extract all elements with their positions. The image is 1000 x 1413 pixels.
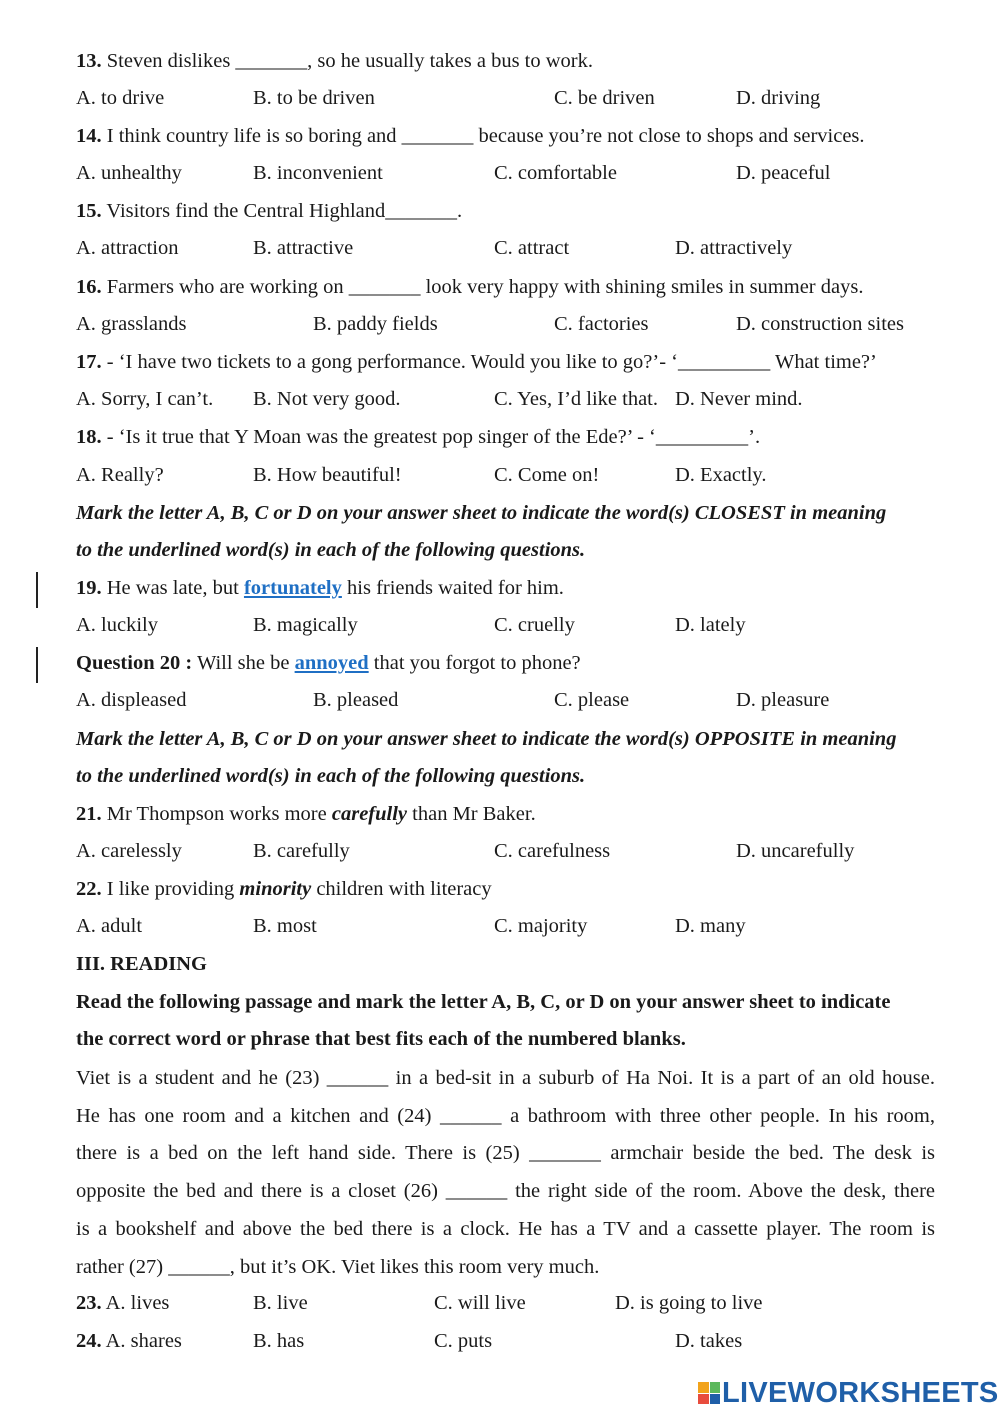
option-c[interactable]: C. please bbox=[554, 689, 630, 711]
option-c[interactable]: C. will live bbox=[434, 1292, 526, 1314]
option-d[interactable]: D. pleasure bbox=[736, 689, 830, 711]
question-text-pre: Mr Thompson works more bbox=[101, 803, 332, 825]
instruction-opposite-line-2: to the underlined word(s) in each of the following questions. bbox=[76, 765, 586, 787]
question-text: I think country life is so boring and _______ because you’re not close to shops and services. bbox=[101, 125, 865, 147]
option-a[interactable]: A. lives bbox=[101, 1292, 170, 1314]
option-d[interactable]: D. Exactly. bbox=[675, 464, 767, 486]
question-text-post: than Mr Baker. bbox=[407, 803, 536, 825]
option-c[interactable]: C. comfortable bbox=[494, 162, 617, 184]
option-b[interactable]: B. inconvenient bbox=[253, 162, 383, 184]
question-15 bbox=[76, 201, 462, 222]
option-a[interactable]: A. unhealthy bbox=[76, 162, 182, 184]
question-text: Farmers who are working on _______ look very happy with shining smiles in summer days. bbox=[101, 276, 864, 298]
underlined-word-link[interactable]: annoyed bbox=[294, 652, 369, 674]
option-c[interactable]: C. carefulness bbox=[494, 840, 611, 862]
question-text-pre: I like providing bbox=[101, 878, 240, 900]
question-20 bbox=[76, 653, 581, 674]
question-18 bbox=[76, 427, 760, 448]
option-a[interactable]: A. grasslands bbox=[76, 313, 187, 335]
question-text: Visitors find the Central Highland_______. bbox=[101, 200, 463, 222]
question-text: Steven dislikes _______, so he usually takes a bus to work. bbox=[101, 50, 594, 72]
option-d[interactable]: D. many bbox=[675, 915, 746, 937]
option-b[interactable]: B. pleased bbox=[313, 689, 399, 711]
question-text-post: children with literacy bbox=[311, 878, 492, 900]
option-b[interactable]: B. magically bbox=[253, 614, 358, 636]
question-number: 19. bbox=[76, 577, 102, 599]
question-13 bbox=[76, 51, 593, 72]
option-d[interactable]: D. peaceful bbox=[736, 162, 831, 184]
emphasized-word: minority bbox=[239, 878, 312, 900]
reading-instruction-line-2: the correct word or phrase that best fits each of the numbered blanks. bbox=[76, 1028, 686, 1050]
option-b[interactable]: B. Not very good. bbox=[253, 388, 401, 410]
option-c[interactable]: C. cruelly bbox=[494, 614, 575, 636]
option-c[interactable]: C. factories bbox=[554, 313, 649, 335]
passage-line: opposite the bed and there is a closet (26) ______ the right side of the room. Above the desk, there bbox=[76, 1180, 935, 1202]
passage-line: Viet is a student and he (23) ______ in a bed-sit in a suburb of Ha Noi. It is a part of an old house. bbox=[76, 1067, 935, 1089]
option-a[interactable]: A. adult bbox=[76, 915, 143, 937]
passage-line: there is a bed on the left hand side. There is (25) _______ armchair beside the bed. The desk is bbox=[76, 1142, 935, 1164]
option-a[interactable]: A. displeased bbox=[76, 689, 187, 711]
option-c[interactable]: C. attract bbox=[494, 237, 570, 259]
question-17 bbox=[76, 352, 877, 373]
underlined-word-link[interactable]: fortunately bbox=[243, 577, 342, 599]
question-text: - ‘Is it true that Y Moan was the greatest pop singer of the Ede?’ - ‘_________’. bbox=[101, 426, 761, 448]
instruction-closest-line-2: to the underlined word(s) in each of the following questions. bbox=[76, 539, 586, 561]
question-text-post: his friends waited for him. bbox=[341, 577, 564, 599]
option-b[interactable]: B. carefully bbox=[253, 840, 350, 862]
text-cursor-marker bbox=[36, 647, 38, 683]
option-c[interactable]: C. Come on! bbox=[494, 464, 600, 486]
passage-line: rather (27) ______, but it’s OK. Viet likes this room very much. bbox=[76, 1256, 600, 1278]
question-number: 18. bbox=[76, 426, 102, 448]
question-19 bbox=[76, 578, 564, 599]
option-c[interactable]: C. majority bbox=[494, 915, 588, 937]
question-number: 17. bbox=[76, 351, 102, 373]
question-number: 24. bbox=[76, 1330, 102, 1352]
question-22 bbox=[76, 879, 492, 900]
option-d[interactable]: D. lately bbox=[675, 614, 746, 636]
question-text-pre: Will she be bbox=[192, 652, 295, 674]
question-number: 23. bbox=[76, 1292, 102, 1314]
instruction-closest-line-1: Mark the letter A, B, C or D on your answer sheet to indicate the word(s) CLOSEST in meaning bbox=[76, 502, 887, 524]
option-a[interactable]: A. Sorry, I can’t. bbox=[76, 388, 214, 410]
liveworksheets-logo-text: LIVEWORKSHEETS bbox=[722, 1376, 999, 1409]
option-b[interactable]: B. to be driven bbox=[253, 87, 375, 109]
question-text-pre: He was late, but bbox=[101, 577, 244, 599]
option-b[interactable]: B. paddy fields bbox=[313, 313, 438, 335]
option-d[interactable]: D. construction sites bbox=[736, 313, 904, 335]
option-a[interactable]: A. shares bbox=[101, 1330, 182, 1352]
section-heading-reading: III. READING bbox=[76, 953, 207, 975]
option-c[interactable]: C. be driven bbox=[554, 87, 655, 109]
question-number: 14. bbox=[76, 125, 102, 147]
option-b[interactable]: B. attractive bbox=[253, 237, 354, 259]
option-b[interactable]: B. has bbox=[253, 1330, 305, 1352]
question-number: Question 20 : bbox=[76, 652, 193, 674]
option-d[interactable]: D. takes bbox=[675, 1330, 743, 1352]
option-a[interactable]: A. Really? bbox=[76, 464, 164, 486]
option-d[interactable]: D. is going to live bbox=[615, 1292, 763, 1314]
passage-line: is a bookshelf and above the bed there is a clock. He has a TV and a cassette player. The room is bbox=[76, 1218, 935, 1240]
liveworksheets-logo-icon bbox=[698, 1382, 720, 1404]
passage-line: He has one room and a kitchen and (24) ______ a bathroom with three other people. In his room, bbox=[76, 1105, 935, 1127]
question-number: 16. bbox=[76, 276, 102, 298]
option-a[interactable]: A. luckily bbox=[76, 614, 158, 636]
option-d[interactable]: D. Never mind. bbox=[675, 388, 803, 410]
emphasized-word: carefully bbox=[331, 803, 408, 825]
option-c[interactable]: C. Yes, I’d like that. bbox=[494, 388, 658, 410]
question-number: 13. bbox=[76, 50, 102, 72]
option-a[interactable]: A. to drive bbox=[76, 87, 165, 109]
option-b[interactable]: B. live bbox=[253, 1292, 308, 1314]
question-number: 22. bbox=[76, 878, 102, 900]
question-text: - ‘I have two tickets to a gong performance. Would you like to go?’- ‘_________ What time?’ bbox=[101, 351, 877, 373]
option-d[interactable]: D. driving bbox=[736, 87, 821, 109]
option-b[interactable]: B. How beautiful! bbox=[253, 464, 402, 486]
option-d[interactable]: D. uncarefully bbox=[736, 840, 855, 862]
question-number: 21. bbox=[76, 803, 102, 825]
option-a[interactable]: A. carelessly bbox=[76, 840, 182, 862]
option-b[interactable]: B. most bbox=[253, 915, 317, 937]
option-a[interactable]: A. attraction bbox=[76, 237, 179, 259]
question-text-post: that you forgot to phone? bbox=[368, 652, 581, 674]
question-number: 15. bbox=[76, 200, 102, 222]
question-21 bbox=[76, 804, 536, 825]
liveworksheets-logo[interactable] bbox=[698, 1376, 999, 1410]
question-14 bbox=[76, 126, 865, 147]
reading-instruction-line-1: Read the following passage and mark the letter A, B, C, or D on your answer sheet to indicate bbox=[76, 991, 891, 1013]
instruction-opposite-line-1: Mark the letter A, B, C or D on your answer sheet to indicate the word(s) OPPOSITE in meaning bbox=[76, 728, 897, 750]
option-d[interactable]: D. attractively bbox=[675, 237, 793, 259]
text-cursor-marker bbox=[36, 572, 38, 608]
question-16 bbox=[76, 277, 863, 298]
option-c[interactable]: C. puts bbox=[434, 1330, 493, 1352]
